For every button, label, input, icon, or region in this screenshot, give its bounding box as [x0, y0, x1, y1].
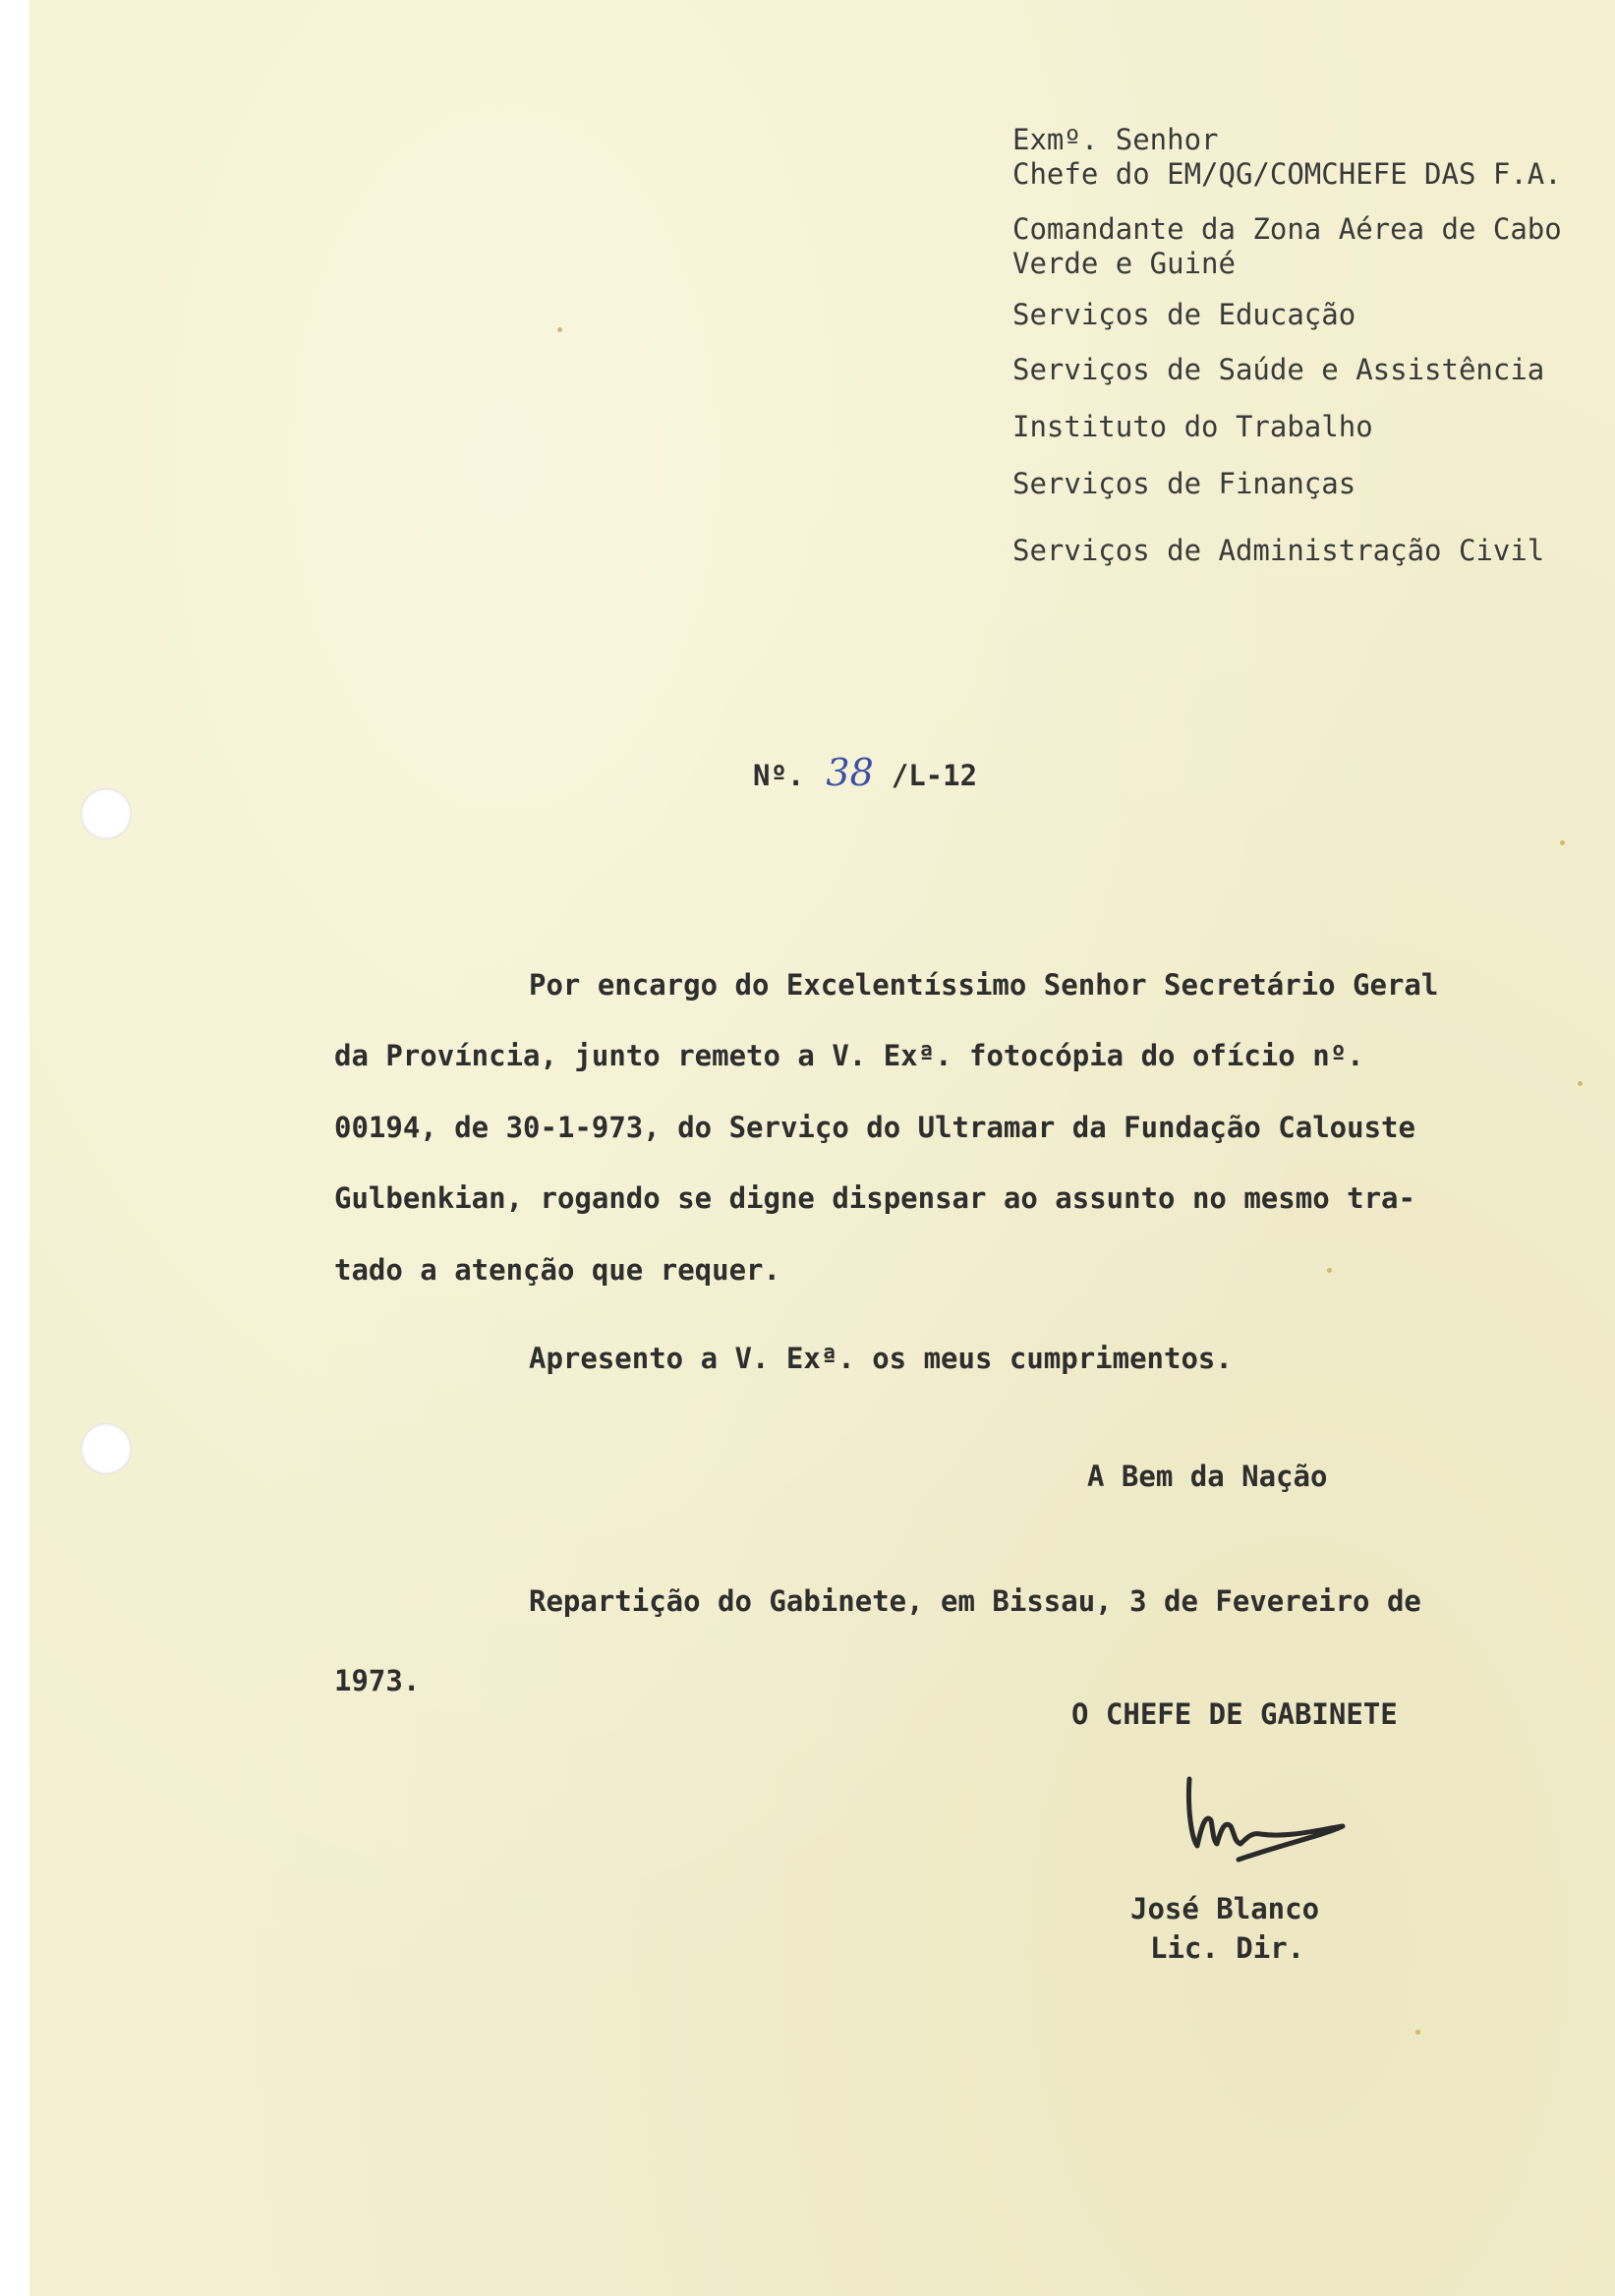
reference-number	[753, 751, 977, 794]
recipient-line: Serviços de Administração Civil	[1012, 534, 1545, 567]
recipient-line: Verde e Guiné	[1012, 247, 1236, 280]
place-date-line: Repartição do Gabinete, em Bissau, 3 de Fevereiro de	[529, 1584, 1421, 1618]
reference-suffix: /L-12	[891, 759, 978, 792]
recipient-line: Exmº. Senhor	[1012, 123, 1219, 156]
salutation: A Bem da Nação	[1087, 1460, 1328, 1493]
body-line: 00194, de 30-1-973, do Serviço do Ultramar da Fundação Calouste	[334, 1111, 1415, 1144]
recipient-line: Serviços de Finanças	[1012, 467, 1356, 500]
recipient-line: Instituto do Trabalho	[1012, 410, 1373, 443]
signatory-title: O CHEFE DE GABINETE	[1071, 1697, 1398, 1731]
year-line: 1973.	[334, 1664, 421, 1697]
reference-prefix: Nº.	[753, 759, 805, 792]
punch-hole-bottom	[81, 1423, 132, 1474]
greeting-line: Apresento a V. Exª. os meus cumprimentos.	[529, 1342, 1233, 1375]
document-page	[29, 0, 1615, 2296]
recipient-line: Serviços de Saúde e Assistência	[1012, 353, 1545, 386]
body-line: Por encargo do Excelentíssimo Senhor Secretário Geral	[529, 968, 1439, 1002]
handwritten-signature	[1170, 1769, 1366, 1887]
recipient-line: Serviços de Educação	[1012, 298, 1356, 331]
punch-hole-top	[81, 788, 132, 839]
signatory-degree: Lic. Dir.	[1150, 1931, 1305, 1965]
body-line: Gulbenkian, rogando se digne dispensar ao assunto no mesmo tra-	[334, 1181, 1415, 1215]
signatory-name: José Blanco	[1130, 1892, 1320, 1925]
body-line: da Província, junto remeto a V. Exª. fotocópia do ofício nº.	[334, 1039, 1364, 1072]
reference-handwritten-number: 38	[826, 751, 874, 794]
recipient-line: Chefe do EM/QG/COMCHEFE DAS F.A.	[1012, 157, 1562, 191]
body-line: tado a atenção que requer.	[334, 1253, 780, 1287]
recipient-line: Comandante da Zona Aérea de Cabo	[1012, 212, 1562, 246]
